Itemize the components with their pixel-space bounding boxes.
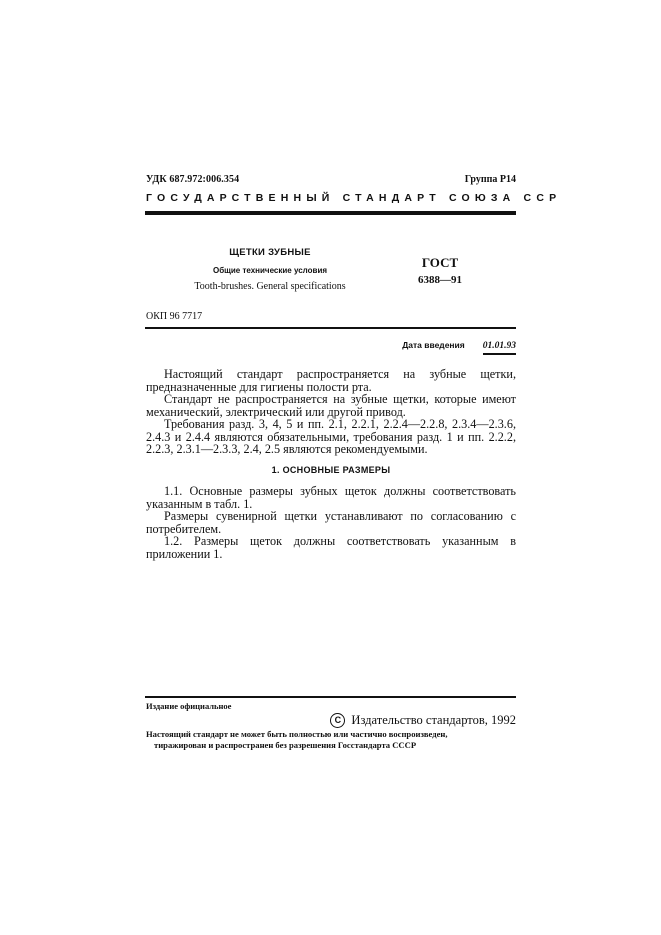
copyright-text: Издательство стандартов, 1992 [351, 713, 516, 727]
group-code: Группа Р14 [464, 174, 516, 185]
footer-rule [145, 696, 516, 698]
introduction-date-label: Дата введения [402, 340, 465, 350]
udk-code: УДК 687.972:006.354 [146, 174, 240, 185]
section-paragraph: Размеры сувенирной щетки устанавливают по согласованию с потребителем. [146, 509, 516, 536]
copyright-line [330, 713, 516, 728]
title-block [170, 247, 370, 293]
document-subtitle: Общие технические условия [212, 266, 328, 275]
preamble-paragraph: Настоящий стандарт распространяется на зубные щетки, предназначенные для гигиены полости рта. [146, 367, 516, 394]
introduction-date-value: 01.01.93 [483, 341, 516, 355]
copyright-icon: C [330, 713, 345, 728]
section-heading: 1. ОСНОВНЫЕ РАЗМЕРЫ [271, 465, 391, 475]
section-paragraph: 1.1. Основные размеры зубных щеток должны соответствовать указанным в табл. 1. [146, 484, 516, 511]
official-edition-label: Издание официальное [146, 701, 232, 711]
introduction-date [402, 340, 516, 355]
reproduction-notice [146, 729, 516, 750]
section-1-body [146, 485, 516, 560]
gost-label: ГОСТ [421, 255, 459, 270]
preamble-paragraph: Стандарт не распространяется на зубные щетки, которые имеют механический, электрический или другой привод. [146, 392, 516, 419]
preamble-paragraph: Требования разд. 3, 4, 5 и пп. 2.1, 2.2.1, 2.2.4—2.2.8, 2.3.4—2.3.6, 2.4.3 и 2.4.4 являются обязательными, требования разд. 1 и пп. 2.2.2, 2.2.3, 2.3.1—2.3.3, 2.4, 2.5 являются рекомендуемыми. [146, 417, 516, 456]
gost-block [400, 255, 480, 287]
document-title-english: Tooth-brushes. General specifications [194, 281, 346, 292]
preamble [146, 368, 516, 456]
gost-number: 6388—91 [418, 274, 462, 286]
okp-rule [145, 327, 516, 329]
notice-line: Настоящий стандарт не может быть полностью или частично воспроизведен, [146, 729, 448, 739]
document-title: ЩЕТКИ ЗУБНЫЕ [229, 247, 311, 258]
notice-line: тиражирован и распространен без разрешения Госстандарта СССР [154, 739, 417, 750]
section-paragraph: 1.2. Размеры щеток должны соответствовать указанным в приложении 1. [146, 534, 516, 561]
okp-code: ОКП 96 7717 [146, 311, 203, 322]
header-rule [145, 211, 516, 215]
standard-type-heading: ГОСУДАРСТВЕННЫЙ СТАНДАРТ СОЮЗА ССР [146, 192, 562, 204]
